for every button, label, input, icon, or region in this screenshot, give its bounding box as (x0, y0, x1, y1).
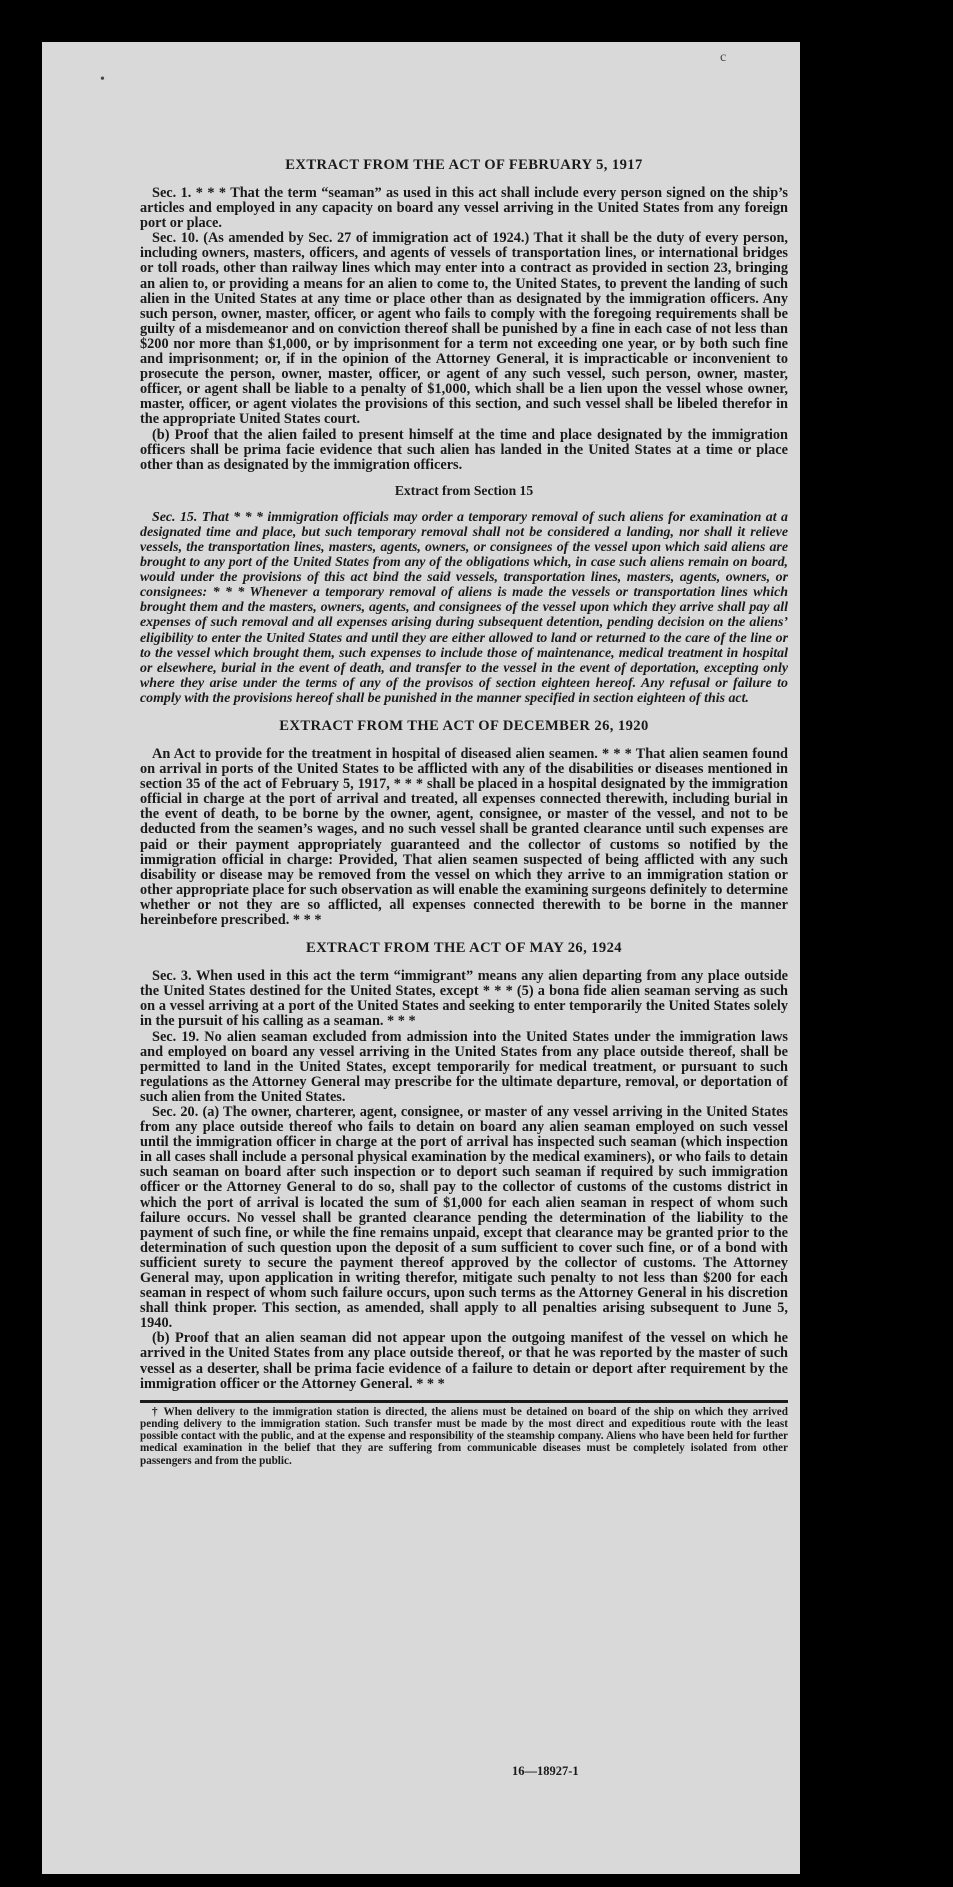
paragraph-act-1920: An Act to provide for the treatment in hospital of diseased alien seamen. * * * That alien seamen found on arrival in ports of the United States to be afflicted with any of the disabilities or diseases mentioned in section 35 of the act of February 5, 1917, * * * shall be placed in a hospital designated by the immigration official in charge at the port of arrival and treated, all expenses connected therewith, including burial in the event of death, to be borne by the owner, agent, consignee, or master of the vessel, and not to be deducted from the seamen’s wages, and no such vessel shall be granted clearance until such expenses are paid or their payment appropriately guaranteed and the collector of customs so notified by the immigration official in charge: Provided, That alien seamen suspected of being afflicted with any such disability or disease may be removed from the vessel on which they arrive to an immigration station or other appropriate place for such observation as will enable the examining surgeons definitely to determine whether or not they are so afflicted, all expenses connected therewith to be borne in the manner hereinbefore prescribed. * * * (140, 746, 788, 929)
heading-act-1920: EXTRACT FROM THE ACT OF DECEMBER 26, 1920 (279, 718, 649, 734)
paragraph-sec-15: Sec. 15. That * * * immigration officials may order a temporary removal of such aliens for examination at a designated time and place, but such temporary removal shall not be considered a landing, nor shall it relieve vessels, the transportation lines, masters, agents, owners, or consignees of the vessel upon which said aliens are brought to any port of the United States from any of the obligations which, in case such aliens remain on board, would under the provisions of this act bind the said vessels, transportation lines, masters, agents, owners, or consignees: * * * Whenever a temporary removal of aliens is made the vessels or transportation lines which brought them and the masters, owners, agents, and consignees of the vessel upon which they arrive shall pay all expenses of such removal and all expenses arising during subsequent detention, pending decision on the aliens’ eligibility to enter the United States and until they are either allowed to land or returned to the care of the line or to the vessel which brought them, such expenses to include those of maintenance, medical treatment in hospital or elsewhere, burial in the event of death, and transfer to the vessel in the event of deportation, excepting only where they arise under the terms of any of the provisos of section eighteen hereof. Any refusal or failure to comply with the provisions hereof shall be punished in the manner specified in section eighteen of this act. (140, 509, 788, 706)
document-page (42, 42, 800, 1874)
paragraph-sec-10-b: (b) Proof that the alien failed to present himself at the time and place designated by the immigration officers shall be prima facie evidence that such alien has landed in the United States at a time or place other than as designated by the immigration officers. (140, 426, 788, 473)
paragraph-sec-3: Sec. 3. When used in this act the term “immigrant” means any alien departing from any place outside the United States destined for the United States, except * * * (5) a bona fide alien seaman serving as such on a vessel arriving at a port of the United States and seeking to enter temporarily the United States solely in the pursuit of his calling as a seaman. * * * (140, 968, 788, 1030)
scan-mark-c: c (720, 50, 727, 65)
paragraph-sec-19: Sec. 19. No alien seaman excluded from admission into the United States under the immigration laws and employed on board any vessel arriving in the United States from any place outside thereof, shall be permitted to land in the United States, except temporarily for medical treatment, or pursuant to such regulations as the Attorney General may prescribe for the ultimate departure, removal, or deportation of such alien from the United States. (140, 1028, 788, 1105)
document-body (140, 157, 788, 1467)
paragraph-sec-1: Sec. 1. * * * That the term “seaman” as used in this act shall include every person signed on the ship’s articles and employed in any capacity on board any vessel arriving in the United States from any foreign port or place. (140, 185, 788, 232)
paragraph-sec-20-b: (b) Proof that an alien seaman did not appear upon the outgoing manifest of the vessel on which he arrived in the United States from any place outside thereof, or that he was reported by the master of such vessel as a deserter, shall be prima facie evidence of a failure to detain or deport after requirement by the immigration officer or the Attorney General. * * * (140, 1330, 788, 1392)
footnote: † When delivery to the immigration station is directed, the aliens must be detained on board of the ship on which they arrived pending delivery to the immigration station. Such transfer must be made by the most direct and expeditious route with the least possible contact with the public, and at the expense and responsibility of the steamship company. Aliens who have been held for further medical examination in the belief that they are suffering from communicable diseases must be completely isolated from other passengers and from the public. (140, 1405, 788, 1467)
footnote-divider (140, 1400, 788, 1403)
paragraph-sec-10: Sec. 10. (As amended by Sec. 27 of immigration act of 1924.) That it shall be the duty of every person, including owners, masters, officers, and agents of vessels of transportation lines, or international bridges or toll roads, other than railway lines which may enter into a contract as provided in section 23, bringing an alien to, or providing a means for an alien to come to, the United States, to prevent the landing of such alien in the United States at any time or place other than as designated by the immigration officers. Any such person, owner, master, officer, or agent who fails to comply with the foregoing requirements shall be guilty of a misdemeanor and on conviction thereof shall be punished by a fine in each case of not less than $200 nor more than $1,000, or by imprisonment for a term not exceeding one year, or by both such fine and imprisonment; or, if in the opinion of the Attorney General, it is impracticable or inconvenient to prosecute the person, owner, master, officer, or agent of any such vessel, such person, owner, master, officer, or agent shall be liable to a penalty of $1,000, which shall be a lien upon the vessel whose owner, master, officer, or agent violates the provisions of this section, and such vessel shall be libeled therefor in the appropriate United States court. (140, 230, 788, 428)
paragraph-sec-20: Sec. 20. (a) The owner, charterer, agent, consignee, or master of any vessel arriving in the United States from any place outside thereof who fails to detain on board any alien seaman employed on such vessel until the immigration officer in charge at the port of arrival has inspected such seaman (which inspection in all cases shall include a personal physical examination by the medical examiners), or who fails to detain such seaman on board after such inspection or to deport such seaman if required by such immigration officer or the Attorney General to do so, shall pay to the collector of customs of the customs district in which the port of arrival is located the sum of $1,000 for each alien seaman in respect of whom such failure occurs. No vessel shall be granted clearance pending the determination of the liability to the payment of such fine, or while the fine remains unpaid, except that clearance may be granted prior to the determination of such question upon the deposit of a sum sufficient to cover such fine, or of a bond with sufficient surety to secure the payment thereof approved by the collector of customs. The Attorney General may, upon application in writing therefor, mitigate such penalty to not less than $200 for each seaman in respect of whom such failure occurs, upon such terms as the Attorney General in his discretion shall think proper. This section, as amended, shall apply to all penalties arising subsequent to June 5, 1940. (140, 1103, 788, 1332)
form-code: 16—18927-1 (512, 1764, 579, 1778)
heading-act-1917: EXTRACT FROM THE ACT OF FEBRUARY 5, 1917 (285, 157, 643, 173)
heading-section-15: Extract from Section 15 (394, 482, 534, 498)
scan-mark-dot: • (100, 72, 105, 87)
heading-act-1924: EXTRACT FROM THE ACT OF MAY 26, 1924 (305, 940, 623, 957)
